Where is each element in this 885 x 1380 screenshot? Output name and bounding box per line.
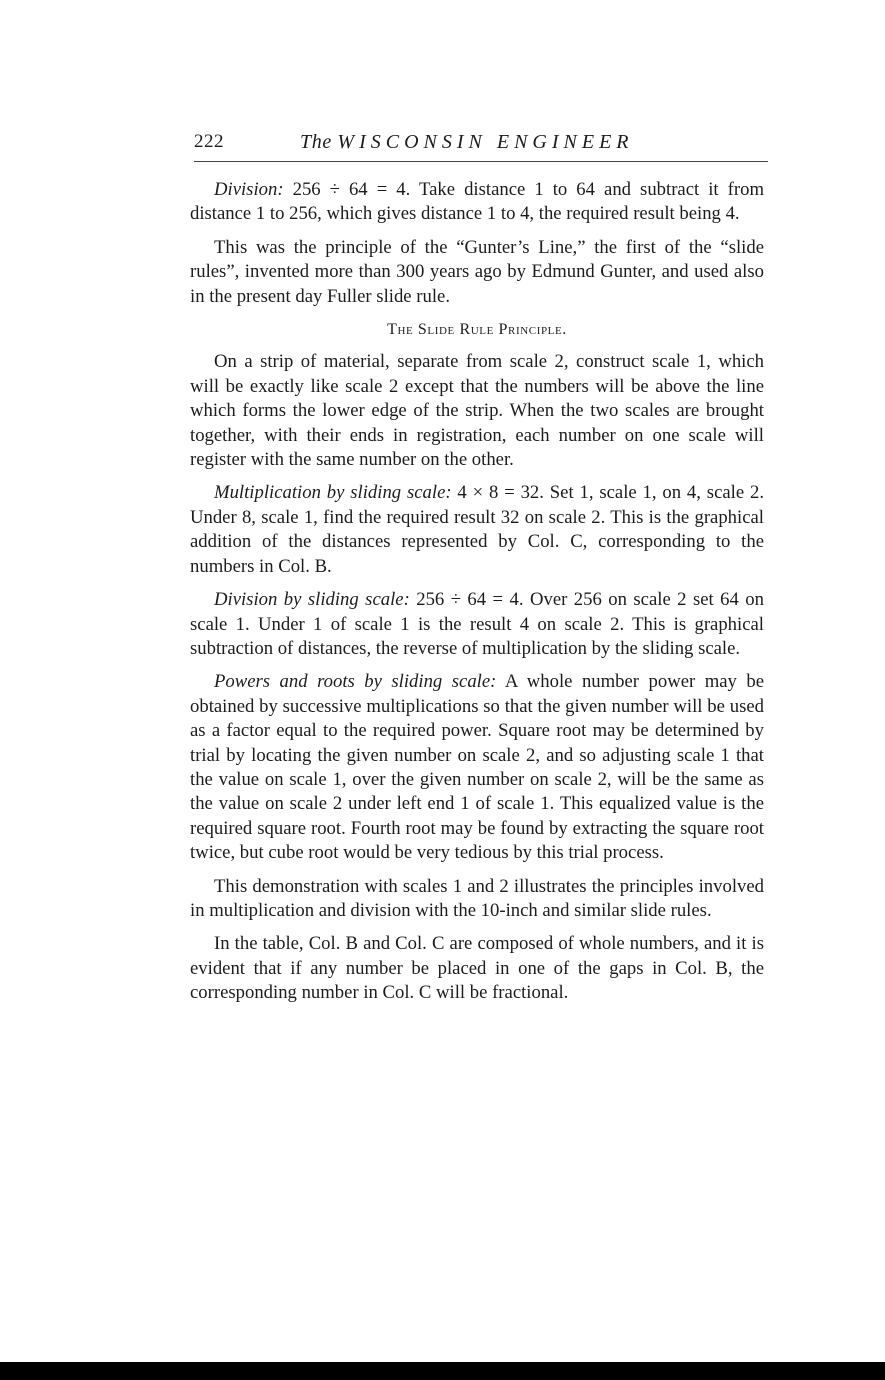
paragraph-gunter: This was the principle of the “Gunter’s Line,” the first of the “slide rules”, invented more than 300 years ago by Edmund Gunter, and used also in the present day Fuller slide rule. (190, 236, 764, 307)
division-sliding-text: 256 ÷ 64 = 4. Over 256 on scale 2 set 64 on scale 1. Under 1 of scale 1 is the result 4 on scale 2. This is graphical subtraction of distances, the reverse of multiplication by the sliding scale. (190, 589, 764, 659)
division-text: 256 ÷ 64 = 4. Take distance 1 to 64 and subtract it from distance 1 to 256, which gives distance 1 to 4, the required result being 4. (190, 179, 764, 225)
paragraph-powers (190, 670, 764, 865)
multiplication-text: 4 × 8 = 32. Set 1, scale 1, on 4, scale 2. Under 8, scale 1, find the required result 32 on scale 2. This is the graphical addition of the distances represented by Col. C, corresponding to the numbers in Col. B. (190, 482, 764, 577)
paragraph-strip: On a strip of material, separate from scale 2, construct scale 1, which will be exactly like scale 2 except that the numbers will be above the line which forms the lower edge of the strip. When the two scales are brought together, with their ends in registration, each number on one scale will register with the same number on the other. (190, 351, 764, 471)
page-number: 222 (194, 131, 224, 152)
journal-title (300, 131, 634, 154)
paragraph-division (190, 178, 764, 227)
scan-bottom-border (0, 1362, 885, 1380)
running-header (194, 131, 768, 157)
paragraph-division-sliding (190, 588, 764, 661)
powers-text: A whole number power may be obtained by successive multiplications so that the given number will be used as a factor equal to the required power. Square root may be determined by trial by locating the given number on scale 2, and so adjusting scale 1 that the value on scale 1, over the given number on scale 2, will be the same as the value on scale 2 under left end 1 of scale 1. This equalized value is the required square root. Fourth root may be found by extracting the square root twice, but cube root would be very tedious by this trial process. (190, 671, 764, 864)
journal-title-prefix: The (300, 131, 332, 153)
division-lead: Division: (214, 179, 284, 200)
section-heading: The Slide Rule Principle. (387, 321, 567, 339)
paragraph-multiplication (190, 481, 764, 579)
paragraph-table-note: In the table, Col. B and Col. C are composed of whole numbers, and it is evident that if any number be placed in one of the gaps in Col. B, the corresponding number in Col. C will be fractional. (190, 933, 764, 1004)
article-body (190, 178, 764, 1015)
division-sliding-lead: Division by sliding scale: (214, 589, 410, 611)
journal-title-main: WISCONSIN ENGINEER (337, 131, 634, 153)
header-rule (194, 161, 768, 162)
multiplication-lead: Multiplication by sliding scale: (214, 482, 452, 504)
powers-lead: Powers and roots by sliding scale: (214, 671, 497, 693)
paragraph-demonstration: This demonstration with scales 1 and 2 illustrates the principles involved in multiplication and division with the 10-inch and similar slide rules. (190, 875, 764, 921)
